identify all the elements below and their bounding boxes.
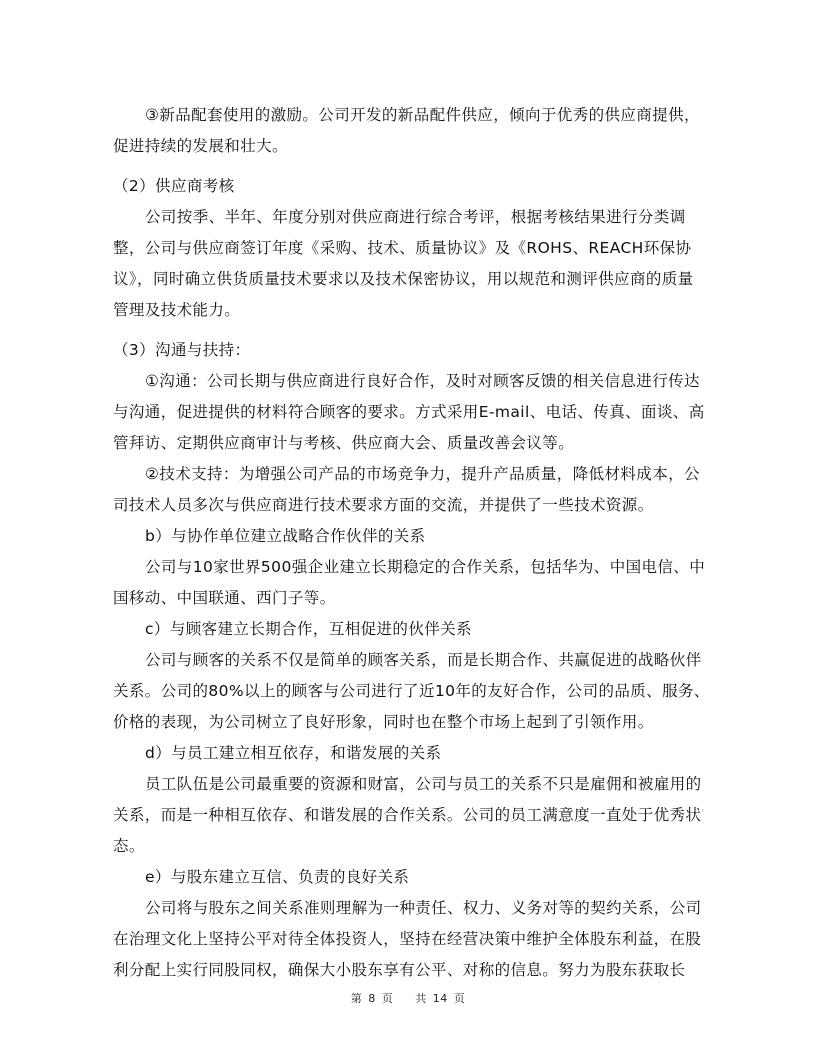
text-line: 利分配上实行同股同权，确保大小股东享有公平、对称的信息。努力为股东获取长 <box>113 961 686 979</box>
text-line: 员工队伍是公司最重要的资源和财富，公司与员工的关系不只是雇佣和被雇用的 <box>145 775 702 793</box>
page-number: 8 <box>368 992 376 1005</box>
text-line: 态。 <box>113 837 145 855</box>
section-heading: （2）供应商考核 <box>113 177 235 195</box>
text-line: 公司与10家世界500强企业建立长期稳定的合作关系，包括华为、中国电信、中 <box>145 558 706 576</box>
section-heading: （3）沟通与扶持： <box>113 341 251 359</box>
text-line: 与沟通，促进提供的材料符合顾客的要求。方式采用E-mail、电话、传真、面谈、高 <box>113 403 705 421</box>
text-line: 管拜访、定期供应商审计与考核、供应商大会、质量改善会议等。 <box>113 434 575 452</box>
text-line: 关系。公司的80%以上的顾客与公司进行了近10年的友好合作，公司的品质、服务、 <box>113 682 710 700</box>
text-line: 议》，同时确立供货质量技术要求以及技术保密协议，用以规范和测评供应商的质量 <box>113 270 694 288</box>
text-line: 价格的表现，为公司树立了良好形象，同时也在整个市场上起到了引领作用。 <box>113 713 654 731</box>
text-line: 公司与顾客的关系不仅是简单的顾客关系，而是长期合作、共赢促进的战略伙伴 <box>145 651 702 669</box>
total-pages: 14 <box>432 992 448 1005</box>
text-line: ③新品配套使用的激励。公司开发的新品配件供应，倾向于优秀的供应商提供， <box>145 106 700 124</box>
text-line: 在治理文化上坚持公平对待全体投资人，坚持在经营决策中维护全体股东利益，在股 <box>113 930 702 948</box>
text-line: 促进持续的发展和壮大。 <box>113 137 288 155</box>
page-suffix: 页 <box>381 992 394 1005</box>
total-prefix: 共 <box>415 992 427 1005</box>
text-line: 公司将与股东之间关系准则理解为一种责任、权力、义务对等的契约关系，公司 <box>145 899 702 917</box>
text-line: 管理及技术能力。 <box>113 301 241 319</box>
text-line: 公司按季、半年、年度分别对供应商进行综合考评，根据考核结果进行分类调 <box>145 208 686 226</box>
text-line: 整，公司与供应商签订年度《采购、技术、质量协议》及《ROHS、REACH环保协 <box>113 239 692 257</box>
text-line: ①沟通：公司长期与供应商进行良好合作，及时对顾客反馈的相关信息进行传达 <box>145 372 700 390</box>
subsection-heading: e）与股东建立互信、负责的良好关系 <box>145 868 410 886</box>
text-line: 国移动、中国联通、西门子等。 <box>113 589 336 607</box>
subsection-heading: c）与顾客建立长期合作，互相促进的伙伴关系 <box>145 620 472 638</box>
page-prefix: 第 <box>350 992 363 1005</box>
subsection-heading: d）与员工建立相互依存，和谐发展的关系 <box>145 744 442 762</box>
text-line: ②技术支持：为增强公司产品的市场竞争力，提升产品质量，降低材料成本，公 <box>145 465 700 483</box>
subsection-heading: b）与协作单位建立战略合作伙伴的关系 <box>145 527 426 545</box>
page-footer <box>0 992 816 1006</box>
total-suffix: 页 <box>453 992 466 1005</box>
text-line: 司技术人员多次与供应商进行技术要求方面的交流，并提供了一些技术资源。 <box>113 496 654 514</box>
text-line: 关系，而是一种相互依存、和谐发展的合作关系。公司的员工满意度一直处于优秀状 <box>113 806 702 824</box>
